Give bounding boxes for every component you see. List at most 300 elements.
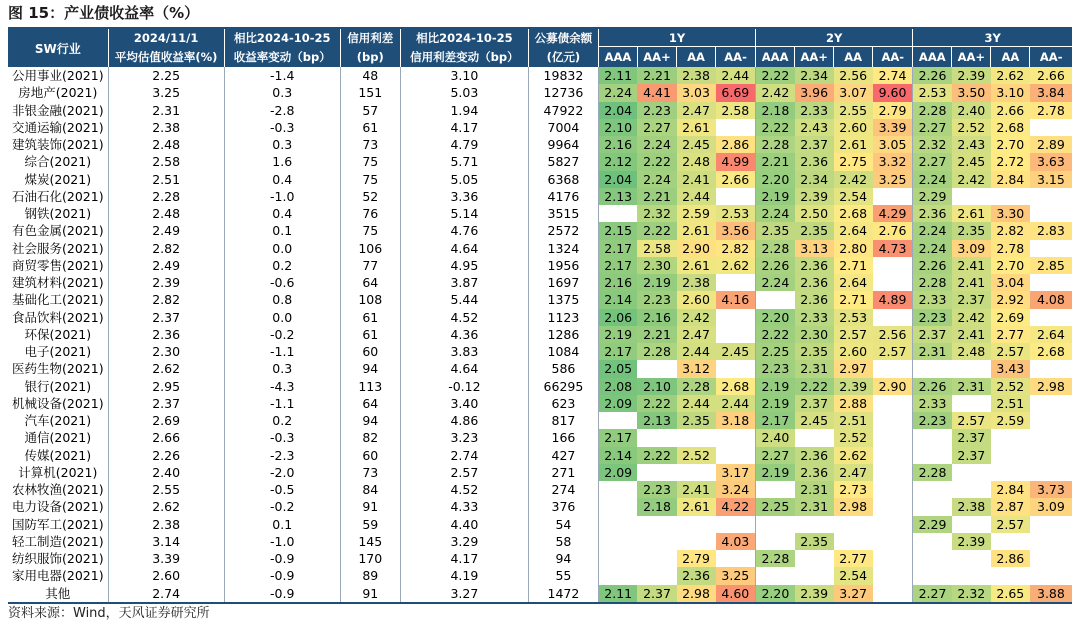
- table-row: [8, 585, 1072, 603]
- avg-yield-value: 2.69: [108, 412, 224, 429]
- yield-cell-1y-1: 2.17: [598, 343, 637, 360]
- table-row: [8, 464, 1072, 481]
- credit-spread-value: 57: [340, 102, 400, 119]
- balance-value: 376: [528, 498, 598, 515]
- avg-yield-value: 2.40: [108, 464, 224, 481]
- header-rating-3y-4: AA-: [1030, 47, 1072, 68]
- spread-change-value: 3.10: [400, 67, 528, 84]
- yield-cell-3y-3: 2.84: [991, 171, 1030, 188]
- yield-cell-2y-2: 2.36: [795, 274, 834, 291]
- yield-change-value: -2.8: [224, 102, 340, 119]
- yield-cell-2y-1: 2.26: [756, 257, 795, 274]
- credit-spread-value: 59: [340, 516, 400, 533]
- yield-cell-3y-4: [1030, 447, 1072, 464]
- avg-yield-value: 3.14: [108, 533, 224, 550]
- yield-cell-2y-1: 2.22: [756, 119, 795, 136]
- yield-cell-3y-4: [1030, 309, 1072, 326]
- yield-cell-2y-2: 2.31: [795, 481, 834, 498]
- table-row: [8, 136, 1072, 153]
- yield-cell-2y-4: [873, 429, 913, 446]
- yield-cell-3y-1: [913, 429, 952, 446]
- yield-cell-2y-4: 4.73: [873, 240, 913, 257]
- yield-cell-1y-2: [637, 533, 676, 550]
- yield-cell-3y-3: 2.69: [991, 309, 1030, 326]
- yield-cell-2y-3: 2.97: [834, 360, 873, 377]
- spread-change-value: 5.71: [400, 153, 528, 170]
- header-spread-change: 信用利差变动（bp）: [400, 47, 528, 68]
- yield-cell-3y-4: [1030, 550, 1072, 567]
- yield-cell-1y-4: 2.45: [716, 343, 756, 360]
- yield-change-value: -4.3: [224, 378, 340, 395]
- yield-cell-1y-4: [716, 360, 756, 377]
- yield-cell-1y-2: 4.41: [637, 84, 676, 101]
- yield-cell-3y-3: 2.92: [991, 291, 1030, 308]
- yield-cell-1y-2: 2.58: [637, 240, 676, 257]
- header-rating-2y-2: AA+: [795, 47, 834, 68]
- source-note: 资料来源：Wind，天风证券研究所: [8, 606, 210, 621]
- industry-name: 通信(2021): [8, 429, 108, 446]
- yield-cell-2y-3: 2.88: [834, 395, 873, 412]
- industry-name: 钢铁(2021): [8, 205, 108, 222]
- yield-cell-1y-2: 2.22: [637, 447, 676, 464]
- spread-change-value: 3.87: [400, 274, 528, 291]
- yield-cell-1y-2: 2.10: [637, 378, 676, 395]
- yield-cell-3y-4: 2.85: [1030, 257, 1072, 274]
- yield-cell-1y-2: 2.21: [637, 67, 676, 84]
- yield-cell-1y-4: [716, 274, 756, 291]
- industry-name: 社会服务(2021): [8, 240, 108, 257]
- industry-name: 电子(2021): [8, 343, 108, 360]
- yield-cell-3y-1: [913, 360, 952, 377]
- yield-cell-3y-2: 2.48: [952, 343, 991, 360]
- yield-cell-3y-4: 3.73: [1030, 481, 1072, 498]
- yield-cell-1y-1: [598, 412, 637, 429]
- yield-cell-2y-3: 2.52: [834, 429, 873, 446]
- yield-cell-2y-4: [873, 257, 913, 274]
- balance-value: 1123: [528, 309, 598, 326]
- yield-cell-3y-4: 2.78: [1030, 102, 1072, 119]
- spread-change-value: 5.05: [400, 171, 528, 188]
- credit-spread-value: 145: [340, 533, 400, 550]
- yield-cell-2y-2: 2.45: [795, 412, 834, 429]
- yield-cell-1y-1: [598, 533, 637, 550]
- header-spread-unit: (bp): [340, 47, 400, 68]
- yield-cell-2y-2: 2.33: [795, 102, 834, 119]
- yield-cell-3y-3: 2.68: [991, 119, 1030, 136]
- yield-cell-2y-4: 9.60: [873, 84, 913, 101]
- balance-value: 55: [528, 567, 598, 584]
- industry-name: 其他: [8, 585, 108, 603]
- yield-cell-1y-2: 2.23: [637, 102, 676, 119]
- yield-cell-1y-1: 2.05: [598, 360, 637, 377]
- header-tenor-1y: 1Y: [598, 29, 755, 47]
- yield-cell-3y-1: 2.27: [913, 585, 952, 603]
- balance-value: 2572: [528, 222, 598, 239]
- yield-cell-2y-1: [756, 567, 795, 584]
- table-row: [8, 119, 1072, 136]
- yield-cell-3y-2: 2.41: [952, 326, 991, 343]
- yield-cell-2y-4: 4.29: [873, 205, 913, 222]
- yield-cell-2y-3: 2.60: [834, 119, 873, 136]
- yield-cell-1y-4: [716, 326, 756, 343]
- yield-cell-1y-1: 2.19: [598, 326, 637, 343]
- yield-change-value: -0.3: [224, 119, 340, 136]
- yield-cell-3y-4: [1030, 360, 1072, 377]
- yield-cell-1y-3: 2.48: [677, 153, 716, 170]
- yield-cell-2y-1: 2.27: [756, 447, 795, 464]
- yield-cell-1y-3: [677, 516, 716, 533]
- yield-cell-1y-2: [637, 550, 676, 567]
- yield-change-value: 0.3: [224, 84, 340, 101]
- yield-cell-3y-1: [913, 481, 952, 498]
- yield-cell-3y-4: 4.08: [1030, 291, 1072, 308]
- header-tenor-3y: 3Y: [913, 29, 1072, 47]
- yield-cell-1y-2: 2.18: [637, 498, 676, 515]
- yield-cell-2y-2: 2.35: [795, 533, 834, 550]
- credit-spread-value: 89: [340, 567, 400, 584]
- table-row: [8, 309, 1072, 326]
- credit-spread-value: 61: [340, 326, 400, 343]
- yield-cell-2y-4: [873, 464, 913, 481]
- industry-name: 商贸零售(2021): [8, 257, 108, 274]
- yield-cell-3y-4: 2.64: [1030, 326, 1072, 343]
- yield-cell-3y-1: [913, 447, 952, 464]
- yield-cell-1y-1: [598, 567, 637, 584]
- header-rating-1y-1: AAA: [598, 47, 637, 68]
- yield-cell-1y-4: 2.62: [716, 257, 756, 274]
- yield-cell-2y-1: 2.21: [756, 153, 795, 170]
- avg-yield-value: 2.37: [108, 395, 224, 412]
- yield-cell-1y-1: 2.14: [598, 447, 637, 464]
- yield-change-value: -1.0: [224, 188, 340, 205]
- yield-cell-1y-2: [637, 567, 676, 584]
- avg-yield-value: 2.37: [108, 309, 224, 326]
- header-credit-spread: 信用利差: [340, 29, 400, 47]
- yield-cell-3y-4: [1030, 205, 1072, 222]
- yield-cell-1y-4: 4.60: [716, 585, 756, 603]
- yield-cell-1y-1: 2.09: [598, 464, 637, 481]
- yield-cell-1y-3: 2.90: [677, 240, 716, 257]
- yield-cell-2y-2: 2.50: [795, 205, 834, 222]
- yield-cell-3y-3: 2.86: [991, 550, 1030, 567]
- header-rating-3y-3: AA: [991, 47, 1030, 68]
- yield-cell-2y-2: 2.36: [795, 153, 834, 170]
- yield-cell-2y-1: 2.28: [756, 550, 795, 567]
- yield-cell-2y-2: 2.37: [795, 395, 834, 412]
- yield-cell-1y-3: 2.35: [677, 412, 716, 429]
- yield-cell-2y-1: [756, 516, 795, 533]
- yield-cell-3y-2: 2.37: [952, 291, 991, 308]
- yield-change-value: 1.6: [224, 153, 340, 170]
- yield-cell-1y-3: 2.41: [677, 481, 716, 498]
- avg-yield-value: 2.36: [108, 326, 224, 343]
- credit-spread-value: 75: [340, 222, 400, 239]
- industry-name: 国防军工(2021): [8, 516, 108, 533]
- yield-cell-2y-2: 3.13: [795, 240, 834, 257]
- yield-cell-3y-3: 2.65: [991, 585, 1030, 603]
- table-row: [8, 274, 1072, 291]
- yield-cell-3y-3: 2.87: [991, 498, 1030, 515]
- balance-value: 1286: [528, 326, 598, 343]
- yield-cell-2y-1: 2.19: [756, 395, 795, 412]
- yield-cell-3y-2: [952, 360, 991, 377]
- table-row: [8, 222, 1072, 239]
- header-yield-change: 收益率变动（bp）: [224, 47, 340, 68]
- yield-cell-2y-1: 2.20: [756, 171, 795, 188]
- yield-cell-3y-2: 2.37: [952, 429, 991, 446]
- yield-cell-1y-3: 2.52: [677, 447, 716, 464]
- industry-name: 基础化工(2021): [8, 291, 108, 308]
- yield-cell-3y-4: [1030, 412, 1072, 429]
- yield-cell-1y-4: 2.44: [716, 395, 756, 412]
- yield-cell-2y-3: [834, 533, 873, 550]
- spread-change-value: 3.36: [400, 188, 528, 205]
- yield-cell-2y-4: 2.79: [873, 102, 913, 119]
- industry-name: 电力设备(2021): [8, 498, 108, 515]
- yield-change-value: 0.3: [224, 136, 340, 153]
- yield-cell-3y-3: 2.62: [991, 67, 1030, 84]
- yield-cell-3y-3: 2.72: [991, 153, 1030, 170]
- yield-change-value: 0.3: [224, 360, 340, 377]
- yield-cell-1y-3: 2.38: [677, 67, 716, 84]
- industry-name: 房地产(2021): [8, 84, 108, 101]
- balance-value: 94: [528, 550, 598, 567]
- yield-cell-2y-2: 2.36: [795, 257, 834, 274]
- credit-spread-value: 91: [340, 585, 400, 603]
- yield-cell-2y-3: 2.57: [834, 326, 873, 343]
- yield-cell-3y-4: [1030, 567, 1072, 584]
- balance-value: 1324: [528, 240, 598, 257]
- table-row: [8, 550, 1072, 567]
- yield-cell-3y-1: 2.28: [913, 274, 952, 291]
- yield-cell-1y-3: 2.61: [677, 222, 716, 239]
- yield-cell-2y-1: 2.35: [756, 222, 795, 239]
- credit-spread-value: 170: [340, 550, 400, 567]
- credit-spread-value: 64: [340, 395, 400, 412]
- yield-cell-1y-1: 2.17: [598, 240, 637, 257]
- yield-change-value: 0.2: [224, 412, 340, 429]
- yield-cell-2y-3: 2.80: [834, 240, 873, 257]
- yield-cell-3y-2: [952, 550, 991, 567]
- table-row: [8, 102, 1072, 119]
- yield-cell-1y-1: 2.11: [598, 585, 637, 603]
- yield-cell-2y-3: 2.47: [834, 464, 873, 481]
- yield-cell-2y-2: [795, 516, 834, 533]
- yield-cell-3y-2: 2.39: [952, 533, 991, 550]
- credit-spread-value: 52: [340, 188, 400, 205]
- avg-yield-value: 2.39: [108, 274, 224, 291]
- yield-cell-2y-2: 2.35: [795, 343, 834, 360]
- yield-cell-1y-4: 2.44: [716, 67, 756, 84]
- yield-cell-1y-2: 2.37: [637, 585, 676, 603]
- yield-cell-3y-1: 2.24: [913, 171, 952, 188]
- yield-cell-1y-2: [637, 360, 676, 377]
- yield-cell-1y-3: [677, 464, 716, 481]
- yield-cell-1y-4: 2.53: [716, 205, 756, 222]
- yield-cell-1y-4: 3.17: [716, 464, 756, 481]
- balance-value: 166: [528, 429, 598, 446]
- header-rating-2y-4: AA-: [873, 47, 913, 68]
- avg-yield-value: 2.31: [108, 102, 224, 119]
- yield-cell-1y-4: 2.86: [716, 136, 756, 153]
- balance-value: 1375: [528, 291, 598, 308]
- table-row: [8, 205, 1072, 222]
- table-row: [8, 343, 1072, 360]
- yield-change-value: -0.9: [224, 585, 340, 603]
- yield-cell-2y-1: 2.40: [756, 429, 795, 446]
- yield-cell-1y-3: 2.59: [677, 205, 716, 222]
- yield-cell-3y-2: 2.45: [952, 153, 991, 170]
- yield-cell-3y-3: 2.77: [991, 326, 1030, 343]
- yield-cell-3y-2: [952, 395, 991, 412]
- credit-spread-value: 61: [340, 309, 400, 326]
- yield-cell-1y-1: 2.13: [598, 188, 637, 205]
- yield-change-value: 0.1: [224, 222, 340, 239]
- yield-cell-1y-2: 2.24: [637, 136, 676, 153]
- yield-cell-3y-3: [991, 429, 1030, 446]
- yield-cell-1y-1: 2.06: [598, 309, 637, 326]
- yield-cell-1y-4: 2.68: [716, 378, 756, 395]
- yield-cell-2y-4: [873, 516, 913, 533]
- header-balance-unit: (亿元): [528, 47, 598, 68]
- spread-change-value: 5.03: [400, 84, 528, 101]
- spread-change-value: 2.57: [400, 464, 528, 481]
- yield-cell-1y-2: 2.32: [637, 205, 676, 222]
- yield-cell-3y-1: 2.26: [913, 67, 952, 84]
- yield-cell-3y-3: [991, 188, 1030, 205]
- yield-cell-3y-1: 2.23: [913, 412, 952, 429]
- yield-cell-1y-4: 3.18: [716, 412, 756, 429]
- yield-cell-2y-4: 2.57: [873, 343, 913, 360]
- yield-cell-2y-3: 2.71: [834, 257, 873, 274]
- spread-change-value: 4.64: [400, 360, 528, 377]
- yield-cell-2y-1: 2.17: [756, 412, 795, 429]
- yield-cell-1y-4: 2.66: [716, 171, 756, 188]
- spread-change-value: -0.12: [400, 378, 528, 395]
- yield-cell-3y-1: [913, 498, 952, 515]
- yield-cell-2y-3: 2.54: [834, 567, 873, 584]
- yield-cell-1y-3: 3.03: [677, 84, 716, 101]
- yield-cell-1y-3: 2.47: [677, 102, 716, 119]
- yield-cell-2y-3: 2.54: [834, 188, 873, 205]
- yield-change-value: 0.0: [224, 309, 340, 326]
- yield-cell-1y-2: 2.30: [637, 257, 676, 274]
- yield-cell-2y-4: [873, 550, 913, 567]
- table-row: [8, 67, 1072, 84]
- balance-value: 66295: [528, 378, 598, 395]
- spread-change-value: 3.83: [400, 343, 528, 360]
- avg-yield-value: 2.82: [108, 240, 224, 257]
- yield-cell-3y-1: 2.28: [913, 464, 952, 481]
- yield-cell-1y-1: 2.14: [598, 291, 637, 308]
- yield-cell-2y-1: 2.22: [756, 326, 795, 343]
- yield-cell-1y-4: 3.25: [716, 567, 756, 584]
- yield-cell-1y-3: 2.61: [677, 119, 716, 136]
- yield-cell-2y-3: 2.53: [834, 309, 873, 326]
- yield-cell-1y-2: 2.28: [637, 343, 676, 360]
- yield-cell-2y-4: 2.90: [873, 378, 913, 395]
- yield-cell-3y-2: 2.42: [952, 171, 991, 188]
- yield-cell-1y-4: 4.16: [716, 291, 756, 308]
- table-row: [8, 326, 1072, 343]
- balance-value: 6368: [528, 171, 598, 188]
- table-row: [8, 257, 1072, 274]
- yield-cell-2y-3: 3.07: [834, 84, 873, 101]
- yield-cell-2y-3: 2.51: [834, 412, 873, 429]
- industry-name: 医药生物(2021): [8, 360, 108, 377]
- yield-cell-3y-3: 2.70: [991, 257, 1030, 274]
- yield-cell-2y-4: [873, 567, 913, 584]
- table-row: [8, 481, 1072, 498]
- yield-cell-2y-4: 4.89: [873, 291, 913, 308]
- yield-cell-1y-1: [598, 481, 637, 498]
- yield-cell-3y-1: 2.27: [913, 153, 952, 170]
- yield-change-value: -1.1: [224, 395, 340, 412]
- avg-yield-value: 3.25: [108, 84, 224, 101]
- avg-yield-value: 2.49: [108, 222, 224, 239]
- yield-cell-3y-3: 2.57: [991, 343, 1030, 360]
- avg-yield-value: 2.48: [108, 136, 224, 153]
- yield-cell-3y-4: 2.89: [1030, 136, 1072, 153]
- credit-spread-value: 73: [340, 136, 400, 153]
- yield-cell-3y-1: 2.31: [913, 343, 952, 360]
- yield-cell-1y-2: 2.13: [637, 412, 676, 429]
- yield-cell-1y-4: [716, 516, 756, 533]
- yield-cell-2y-2: 2.43: [795, 119, 834, 136]
- yield-cell-3y-3: 2.84: [991, 481, 1030, 498]
- yield-cell-3y-3: 2.78: [991, 240, 1030, 257]
- balance-value: 19832: [528, 67, 598, 84]
- yield-change-value: -0.2: [224, 498, 340, 515]
- balance-value: 4176: [528, 188, 598, 205]
- yield-cell-3y-1: 2.23: [913, 309, 952, 326]
- yield-cell-3y-2: [952, 481, 991, 498]
- yield-cell-2y-1: 2.25: [756, 343, 795, 360]
- industry-name: 非银金融(2021): [8, 102, 108, 119]
- avg-yield-value: 2.62: [108, 498, 224, 515]
- yield-cell-3y-2: [952, 464, 991, 481]
- table-row: [8, 533, 1072, 550]
- yield-cell-2y-3: 2.64: [834, 274, 873, 291]
- industry-name: 汽车(2021): [8, 412, 108, 429]
- yield-cell-2y-4: 2.56: [873, 326, 913, 343]
- credit-spread-value: 84: [340, 481, 400, 498]
- yield-cell-2y-2: 2.37: [795, 136, 834, 153]
- yield-cell-1y-2: 2.21: [637, 188, 676, 205]
- table-row: [8, 240, 1072, 257]
- balance-value: 1472: [528, 585, 598, 603]
- yield-cell-2y-1: [756, 481, 795, 498]
- balance-value: 1956: [528, 257, 598, 274]
- balance-value: 58: [528, 533, 598, 550]
- balance-value: 3515: [528, 205, 598, 222]
- credit-spread-value: 106: [340, 240, 400, 257]
- yield-cell-2y-4: 3.32: [873, 153, 913, 170]
- balance-value: 12736: [528, 84, 598, 101]
- yield-cell-3y-1: [913, 550, 952, 567]
- balance-value: 271: [528, 464, 598, 481]
- yield-cell-1y-1: 2.16: [598, 136, 637, 153]
- yield-cell-1y-1: [598, 550, 637, 567]
- credit-spread-value: 151: [340, 84, 400, 101]
- yield-cell-3y-4: [1030, 395, 1072, 412]
- yield-cell-3y-2: 3.09: [952, 240, 991, 257]
- yield-cell-1y-4: 2.58: [716, 102, 756, 119]
- industry-bond-yield-table: [8, 29, 1072, 604]
- yield-cell-1y-4: [716, 119, 756, 136]
- yield-cell-2y-4: [873, 274, 913, 291]
- yield-cell-1y-3: 2.47: [677, 326, 716, 343]
